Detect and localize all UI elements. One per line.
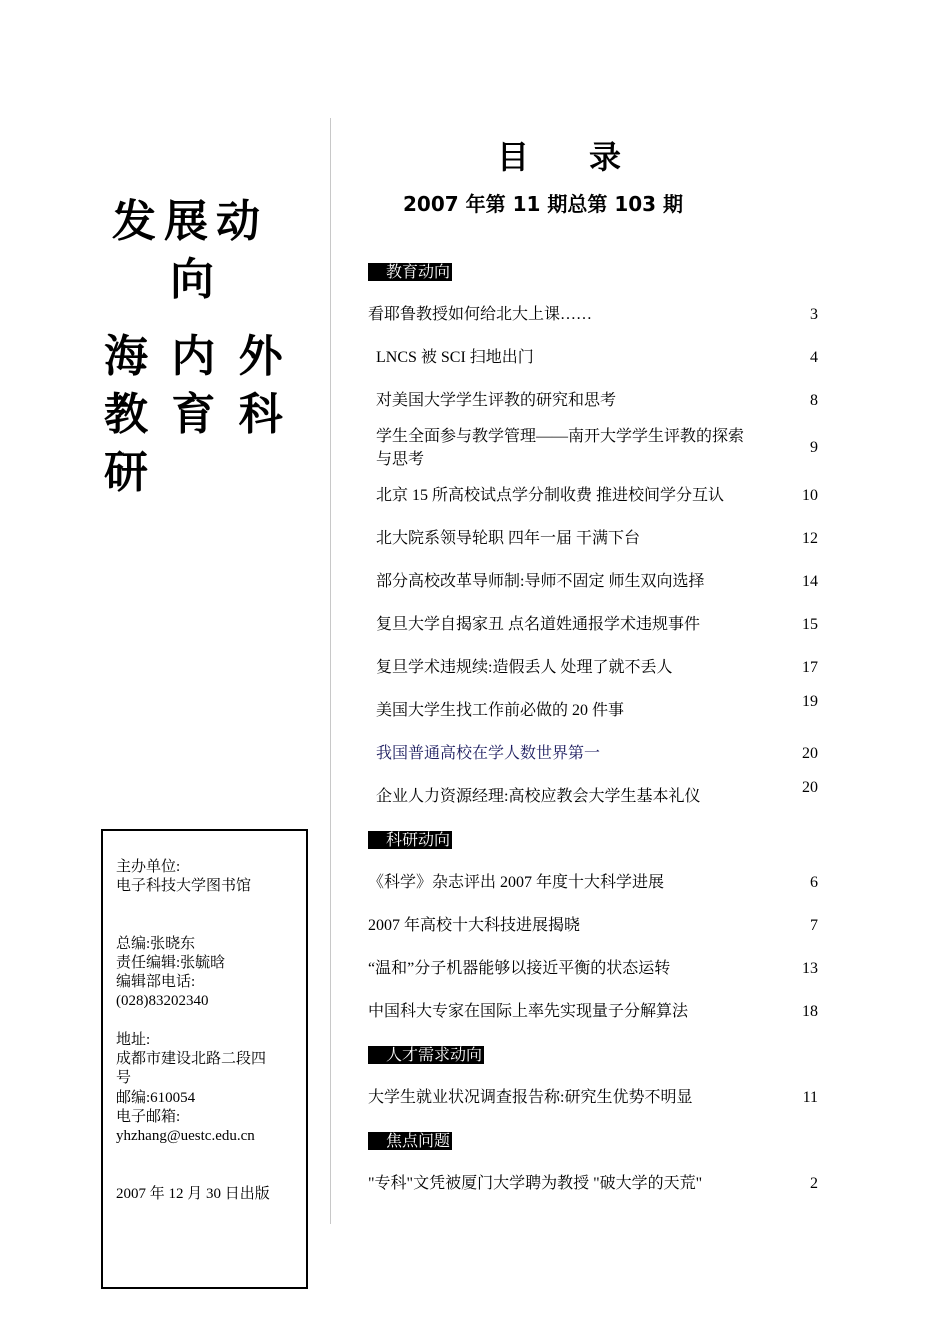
publish-date: 2007 年 12 月 30 日出版 (116, 1186, 270, 1202)
toc-entry-page: 14 (802, 573, 818, 590)
toc-entry-title[interactable]: "专科"文凭被厦门大学聘为教授 "破大学的天荒" (368, 1175, 703, 1192)
toc-entry-title[interactable]: 我国普通高校在学人数世界第一 (376, 745, 601, 762)
toc-entry-page: 20 (802, 745, 818, 762)
toc-entry-title[interactable]: 企业人力资源经理:高校应教会大学生基本礼仪 (376, 788, 701, 805)
toc-entry-title[interactable]: 《科学》杂志评出 2007 年度十大科学进展 (368, 874, 665, 891)
postcode: 邮编:610054 (116, 1090, 196, 1106)
toc-entry-page: 4 (810, 349, 818, 366)
toc-entry-page: 11 (802, 1089, 818, 1106)
issue-number: 2007 年第 11 期总第 103 期 (403, 192, 684, 216)
toc-entry-title[interactable]: 大学生就业状况调查报告称:研究生优势不明显 (368, 1089, 693, 1106)
vertical-divider (330, 118, 331, 1224)
toc-entry-title[interactable]: 部分高校改革导师制:导师不固定 师生双向选择 (376, 573, 705, 590)
left-title-line-4: 教 育 科 (104, 389, 287, 440)
section-header-talent-demand (368, 1044, 484, 1064)
toc-entry-title[interactable]: 中国科大专家在国际上率先实现量子分解算法 (368, 1003, 689, 1020)
left-title-line-5: 研 (104, 447, 148, 498)
email-label: 电子邮箱: (116, 1109, 181, 1125)
toc-entry-page: 19 (802, 693, 818, 710)
chief-editor: 总编:张晓东 (116, 936, 196, 952)
section-label: 教育动向 (386, 261, 451, 281)
section-marker (368, 1132, 384, 1150)
toc-entry-title[interactable]: 2007 年高校十大科技进展揭晓 (368, 917, 581, 934)
section-marker (368, 831, 384, 849)
toc-entry-page: 8 (810, 392, 818, 409)
toc-entry-title-continued[interactable]: 与思考 (376, 451, 425, 468)
section-marker (368, 1046, 384, 1064)
address-line-1: 成都市建设北路二段四 (116, 1051, 267, 1067)
toc-entry-page: 6 (810, 874, 818, 891)
host-label: 主办单位: (116, 859, 181, 875)
email-address: yhzhang@uestc.edu.cn (116, 1128, 255, 1144)
toc-entry-page: 12 (802, 530, 818, 547)
toc-entry-title[interactable]: LNCS 被 SCI 扫地出门 (376, 349, 534, 366)
section-label: 科研动向 (386, 829, 451, 849)
toc-entry-page: 18 (802, 1003, 818, 1020)
section-label: 焦点问题 (386, 1130, 451, 1150)
toc-entry-title[interactable]: 复旦大学自揭家丑 点名道姓通报学术违规事件 (376, 616, 701, 633)
toc-entry-page: 3 (810, 306, 818, 323)
toc-entry-title[interactable]: 对美国大学学生评教的研究和思考 (376, 392, 617, 409)
toc-entry-page: 2 (810, 1175, 818, 1192)
toc-entry-title[interactable]: 复旦学术违规续:造假丢人 处理了就不丢人 (376, 659, 673, 676)
toc-entry-title[interactable]: 看耶鲁教授如何给北大上课…… (368, 306, 593, 323)
toc-entry-page: 9 (810, 439, 818, 456)
phone-number: (028)83202340 (116, 993, 209, 1009)
responsible-editor: 责任编辑:张毓晗 (116, 955, 226, 971)
host-name: 电子科技大学图书馆 (116, 878, 252, 894)
toc-title: 目录 (497, 138, 682, 176)
left-title-line-1: 发展动 (112, 196, 268, 247)
section-marker (368, 263, 384, 281)
address-label: 地址: (116, 1032, 151, 1048)
left-title-line-3: 海 内 外 (104, 331, 287, 382)
toc-entry-page: 7 (810, 917, 818, 934)
toc-entry-title[interactable]: 北大院系领导轮职 四年一届 干满下台 (376, 530, 641, 547)
address-line-2: 号 (116, 1070, 132, 1086)
toc-entry-title[interactable]: 美国大学生找工作前必做的 20 件事 (376, 702, 625, 719)
phone-label: 编辑部电话: (116, 974, 196, 990)
toc-entry-page: 20 (802, 779, 818, 796)
toc-entry-title[interactable]: 学生全面参与教学管理——南开大学学生评教的探索 (376, 428, 745, 445)
section-label: 人才需求动向 (386, 1044, 483, 1064)
left-title-line-2: 向 (170, 254, 214, 305)
toc-entry-page: 13 (802, 960, 818, 977)
section-header-education (368, 261, 452, 281)
toc-entry-title[interactable]: “温和”分子机器能够以接近平衡的状态运转 (368, 960, 671, 977)
toc-entry-page: 10 (802, 487, 818, 504)
toc-entry-page: 15 (802, 616, 818, 633)
section-header-research (368, 829, 452, 849)
toc-entry-title[interactable]: 北京 15 所高校试点学分制收费 推进校间学分互认 (376, 487, 725, 504)
section-header-focus (368, 1130, 452, 1150)
publisher-info-box (101, 829, 308, 1289)
toc-entry-page: 17 (802, 659, 818, 676)
